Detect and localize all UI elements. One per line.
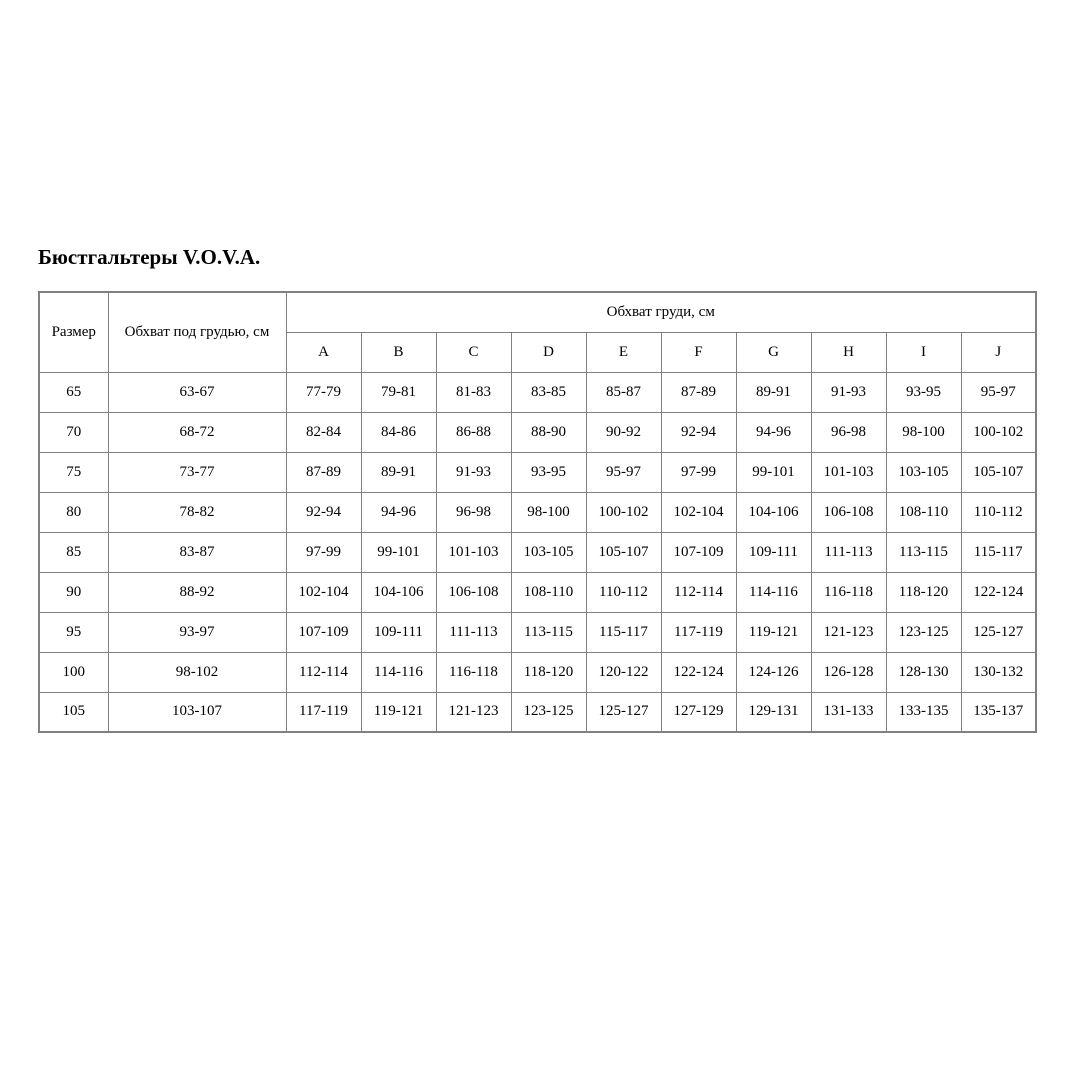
bust-range-cell: 95-97 <box>961 372 1036 412</box>
bust-range-cell: 115-117 <box>586 612 661 652</box>
header-row-groups <box>39 292 1036 332</box>
bust-range-cell: 111-113 <box>811 532 886 572</box>
size-cell: 100 <box>39 652 108 692</box>
bust-range-cell: 93-95 <box>511 452 586 492</box>
cup-header-c: C <box>436 332 511 372</box>
bust-range-cell: 89-91 <box>361 452 436 492</box>
bust-range-cell: 99-101 <box>361 532 436 572</box>
bust-range-cell: 103-105 <box>511 532 586 572</box>
bust-range-cell: 109-111 <box>361 612 436 652</box>
bust-range-cell: 81-83 <box>436 372 511 412</box>
size-cell: 80 <box>39 492 108 532</box>
bust-range-cell: 112-114 <box>661 572 736 612</box>
cup-header-f: F <box>661 332 736 372</box>
bust-range-cell: 92-94 <box>661 412 736 452</box>
bust-range-cell: 121-123 <box>436 692 511 732</box>
bust-range-cell: 106-108 <box>811 492 886 532</box>
bust-range-cell: 96-98 <box>436 492 511 532</box>
bust-range-cell: 127-129 <box>661 692 736 732</box>
bust-range-cell: 115-117 <box>961 532 1036 572</box>
bust-range-cell: 101-103 <box>811 452 886 492</box>
bust-range-cell: 83-85 <box>511 372 586 412</box>
underbust-cell: 98-102 <box>108 652 286 692</box>
bust-range-cell: 128-130 <box>886 652 961 692</box>
bust-range-cell: 95-97 <box>586 452 661 492</box>
table-row <box>39 572 1036 612</box>
page-title: Бюстгальтеры V.O.V.A. <box>38 245 261 269</box>
table-row <box>39 412 1036 452</box>
bust-range-cell: 91-93 <box>436 452 511 492</box>
bust-range-cell: 133-135 <box>886 692 961 732</box>
bust-range-cell: 99-101 <box>736 452 811 492</box>
bust-range-cell: 113-115 <box>511 612 586 652</box>
bust-range-cell: 106-108 <box>436 572 511 612</box>
size-chart-head <box>39 292 1036 372</box>
bust-range-cell: 97-99 <box>661 452 736 492</box>
bust-range-cell: 98-100 <box>886 412 961 452</box>
bust-range-cell: 101-103 <box>436 532 511 572</box>
bust-range-cell: 111-113 <box>436 612 511 652</box>
bust-range-cell: 130-132 <box>961 652 1036 692</box>
bust-range-cell: 110-112 <box>961 492 1036 532</box>
content-area <box>38 244 1037 733</box>
bust-range-cell: 116-118 <box>811 572 886 612</box>
table-row <box>39 372 1036 412</box>
bust-range-cell: 104-106 <box>736 492 811 532</box>
bust-range-cell: 102-104 <box>286 572 361 612</box>
bust-range-cell: 88-90 <box>511 412 586 452</box>
table-row <box>39 652 1036 692</box>
underbust-column-header: Обхват под грудью, см <box>108 292 286 372</box>
size-chart-body <box>39 372 1036 732</box>
bust-range-cell: 114-116 <box>361 652 436 692</box>
bust-range-cell: 116-118 <box>436 652 511 692</box>
underbust-cell: 68-72 <box>108 412 286 452</box>
bust-range-cell: 87-89 <box>286 452 361 492</box>
size-chart-table <box>38 291 1037 733</box>
bust-range-cell: 87-89 <box>661 372 736 412</box>
bust-range-cell: 91-93 <box>811 372 886 412</box>
bust-range-cell: 135-137 <box>961 692 1036 732</box>
bust-range-cell: 125-127 <box>586 692 661 732</box>
bust-range-cell: 100-102 <box>586 492 661 532</box>
bust-range-cell: 112-114 <box>286 652 361 692</box>
bust-range-cell: 94-96 <box>361 492 436 532</box>
size-cell: 85 <box>39 532 108 572</box>
bust-range-cell: 92-94 <box>286 492 361 532</box>
bust-range-cell: 119-121 <box>736 612 811 652</box>
bust-range-cell: 121-123 <box>811 612 886 652</box>
bust-range-cell: 117-119 <box>286 692 361 732</box>
cup-header-d: D <box>511 332 586 372</box>
bust-range-cell: 122-124 <box>961 572 1036 612</box>
bust-range-cell: 117-119 <box>661 612 736 652</box>
cup-header-b: B <box>361 332 436 372</box>
underbust-cell: 88-92 <box>108 572 286 612</box>
cup-header-a: A <box>286 332 361 372</box>
cup-header-e: E <box>586 332 661 372</box>
bust-range-cell: 110-112 <box>586 572 661 612</box>
bust-range-cell: 97-99 <box>286 532 361 572</box>
bust-range-cell: 103-105 <box>886 452 961 492</box>
bust-range-cell: 108-110 <box>886 492 961 532</box>
bust-range-cell: 126-128 <box>811 652 886 692</box>
table-row <box>39 452 1036 492</box>
cup-header-j: J <box>961 332 1036 372</box>
bust-range-cell: 79-81 <box>361 372 436 412</box>
bust-range-cell: 129-131 <box>736 692 811 732</box>
table-row <box>39 492 1036 532</box>
bust-range-cell: 93-95 <box>886 372 961 412</box>
bust-range-cell: 123-125 <box>886 612 961 652</box>
bust-range-cell: 102-104 <box>661 492 736 532</box>
cup-header-i: I <box>886 332 961 372</box>
bust-range-cell: 90-92 <box>586 412 661 452</box>
bust-range-cell: 77-79 <box>286 372 361 412</box>
size-cell: 90 <box>39 572 108 612</box>
bust-range-cell: 122-124 <box>661 652 736 692</box>
underbust-cell: 103-107 <box>108 692 286 732</box>
size-cell: 70 <box>39 412 108 452</box>
bust-range-cell: 113-115 <box>886 532 961 572</box>
bust-range-cell: 124-126 <box>736 652 811 692</box>
underbust-cell: 73-77 <box>108 452 286 492</box>
bust-range-cell: 82-84 <box>286 412 361 452</box>
bust-range-cell: 94-96 <box>736 412 811 452</box>
size-cell: 95 <box>39 612 108 652</box>
bust-range-cell: 107-109 <box>286 612 361 652</box>
bust-range-cell: 123-125 <box>511 692 586 732</box>
bust-range-cell: 109-111 <box>736 532 811 572</box>
size-cell: 65 <box>39 372 108 412</box>
table-row <box>39 612 1036 652</box>
underbust-cell: 63-67 <box>108 372 286 412</box>
size-column-header: Размер <box>39 292 108 372</box>
table-row <box>39 532 1036 572</box>
bust-range-cell: 84-86 <box>361 412 436 452</box>
bust-range-cell: 98-100 <box>511 492 586 532</box>
size-cell: 105 <box>39 692 108 732</box>
bust-range-cell: 89-91 <box>736 372 811 412</box>
bust-group-header: Обхват груди, см <box>286 292 1036 332</box>
bust-range-cell: 118-120 <box>886 572 961 612</box>
bust-range-cell: 120-122 <box>586 652 661 692</box>
cup-header-h: H <box>811 332 886 372</box>
bust-range-cell: 125-127 <box>961 612 1036 652</box>
bust-range-cell: 86-88 <box>436 412 511 452</box>
bust-range-cell: 114-116 <box>736 572 811 612</box>
bust-range-cell: 131-133 <box>811 692 886 732</box>
bust-range-cell: 96-98 <box>811 412 886 452</box>
bust-range-cell: 85-87 <box>586 372 661 412</box>
bust-range-cell: 100-102 <box>961 412 1036 452</box>
underbust-cell: 78-82 <box>108 492 286 532</box>
cup-header-g: G <box>736 332 811 372</box>
bust-range-cell: 108-110 <box>511 572 586 612</box>
bust-range-cell: 119-121 <box>361 692 436 732</box>
bust-range-cell: 104-106 <box>361 572 436 612</box>
underbust-cell: 83-87 <box>108 532 286 572</box>
size-cell: 75 <box>39 452 108 492</box>
bust-range-cell: 107-109 <box>661 532 736 572</box>
underbust-cell: 93-97 <box>108 612 286 652</box>
bust-range-cell: 105-107 <box>961 452 1036 492</box>
bust-range-cell: 105-107 <box>586 532 661 572</box>
bust-range-cell: 118-120 <box>511 652 586 692</box>
table-row <box>39 692 1036 732</box>
